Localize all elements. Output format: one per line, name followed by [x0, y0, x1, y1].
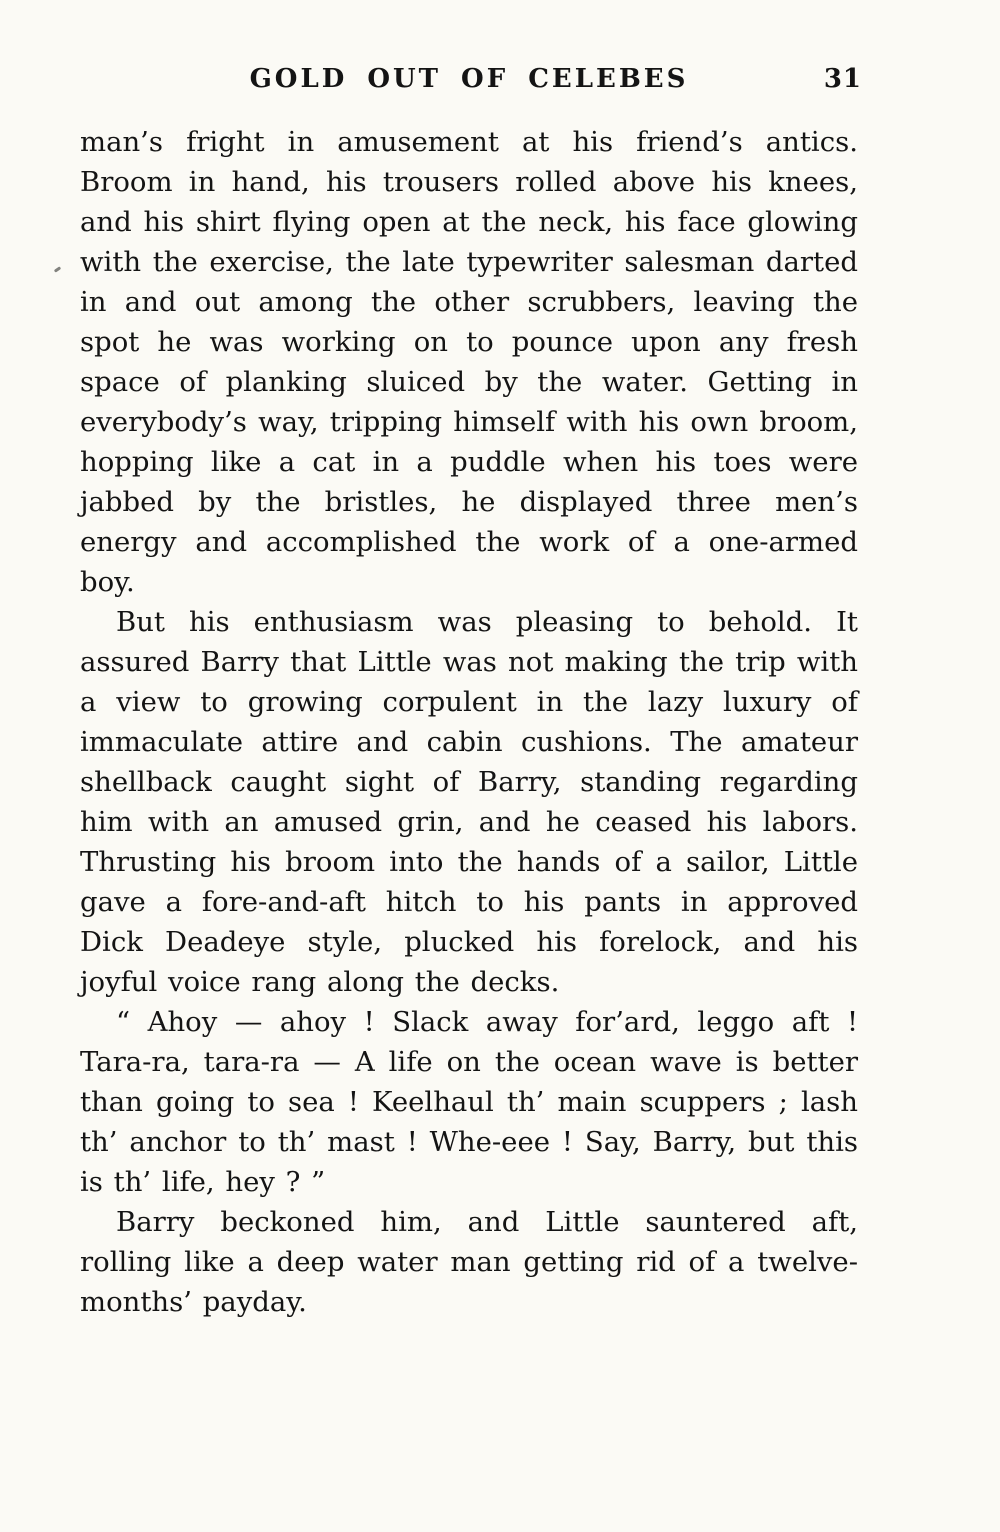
paragraph: Barry beckoned him, and Little sauntered aft, rolling like a deep water man getting rid of a twelve-months’ payday. [80, 1206, 858, 1318]
scan-artifact-mark [54, 266, 61, 272]
body-text [80, 122, 858, 1322]
paragraph: But his enthusiasm was pleasing to behold. It assured Barry that Little was not making the trip with a view to growing corpulent in the lazy luxury of immaculate attire and cabin cushions. The amateur shellback caught sight of Barry, standing regarding him with an amused grin, and he ceased his labors. Thrusting his broom into the hands of a sailor, Little gave a fore-and-aft hitch to his pants in approved Dick Deadeye style, plucked his forelock, and his joyful voice rang along the decks. [80, 606, 858, 998]
page-header [80, 64, 862, 104]
paragraph: “ Ahoy — ahoy ! Slack away for’ard, leggo aft ! Tara-ra, tara-ra — A life on the ocean wave is better than going to sea ! Keelhaul th’ main scuppers ; lash th’ anchor to th’ mast ! Whe-eee ! Say, Barry, but this is th’ life, hey ? ” [80, 1006, 858, 1198]
paragraph: man’s fright in amusement at his friend’s antics. Broom in hand, his trousers rolled above his knees, and his shirt flying open at the neck, his face glowing with the exercise, the late typewriter salesman darted in and out among the other scrubbers, leaving the spot he was working on to pounce upon any fresh space of planking sluiced by the water. Getting in everybody’s way, tripping himself with his own broom, hopping like a cat in a puddle when his toes were jabbed by the bristles, he displayed three men’s energy and accomplished the work of a one-armed boy. [80, 126, 858, 598]
running-title: GOLD OUT OF CELEBES [249, 64, 689, 94]
page-number: 31 [823, 64, 862, 94]
